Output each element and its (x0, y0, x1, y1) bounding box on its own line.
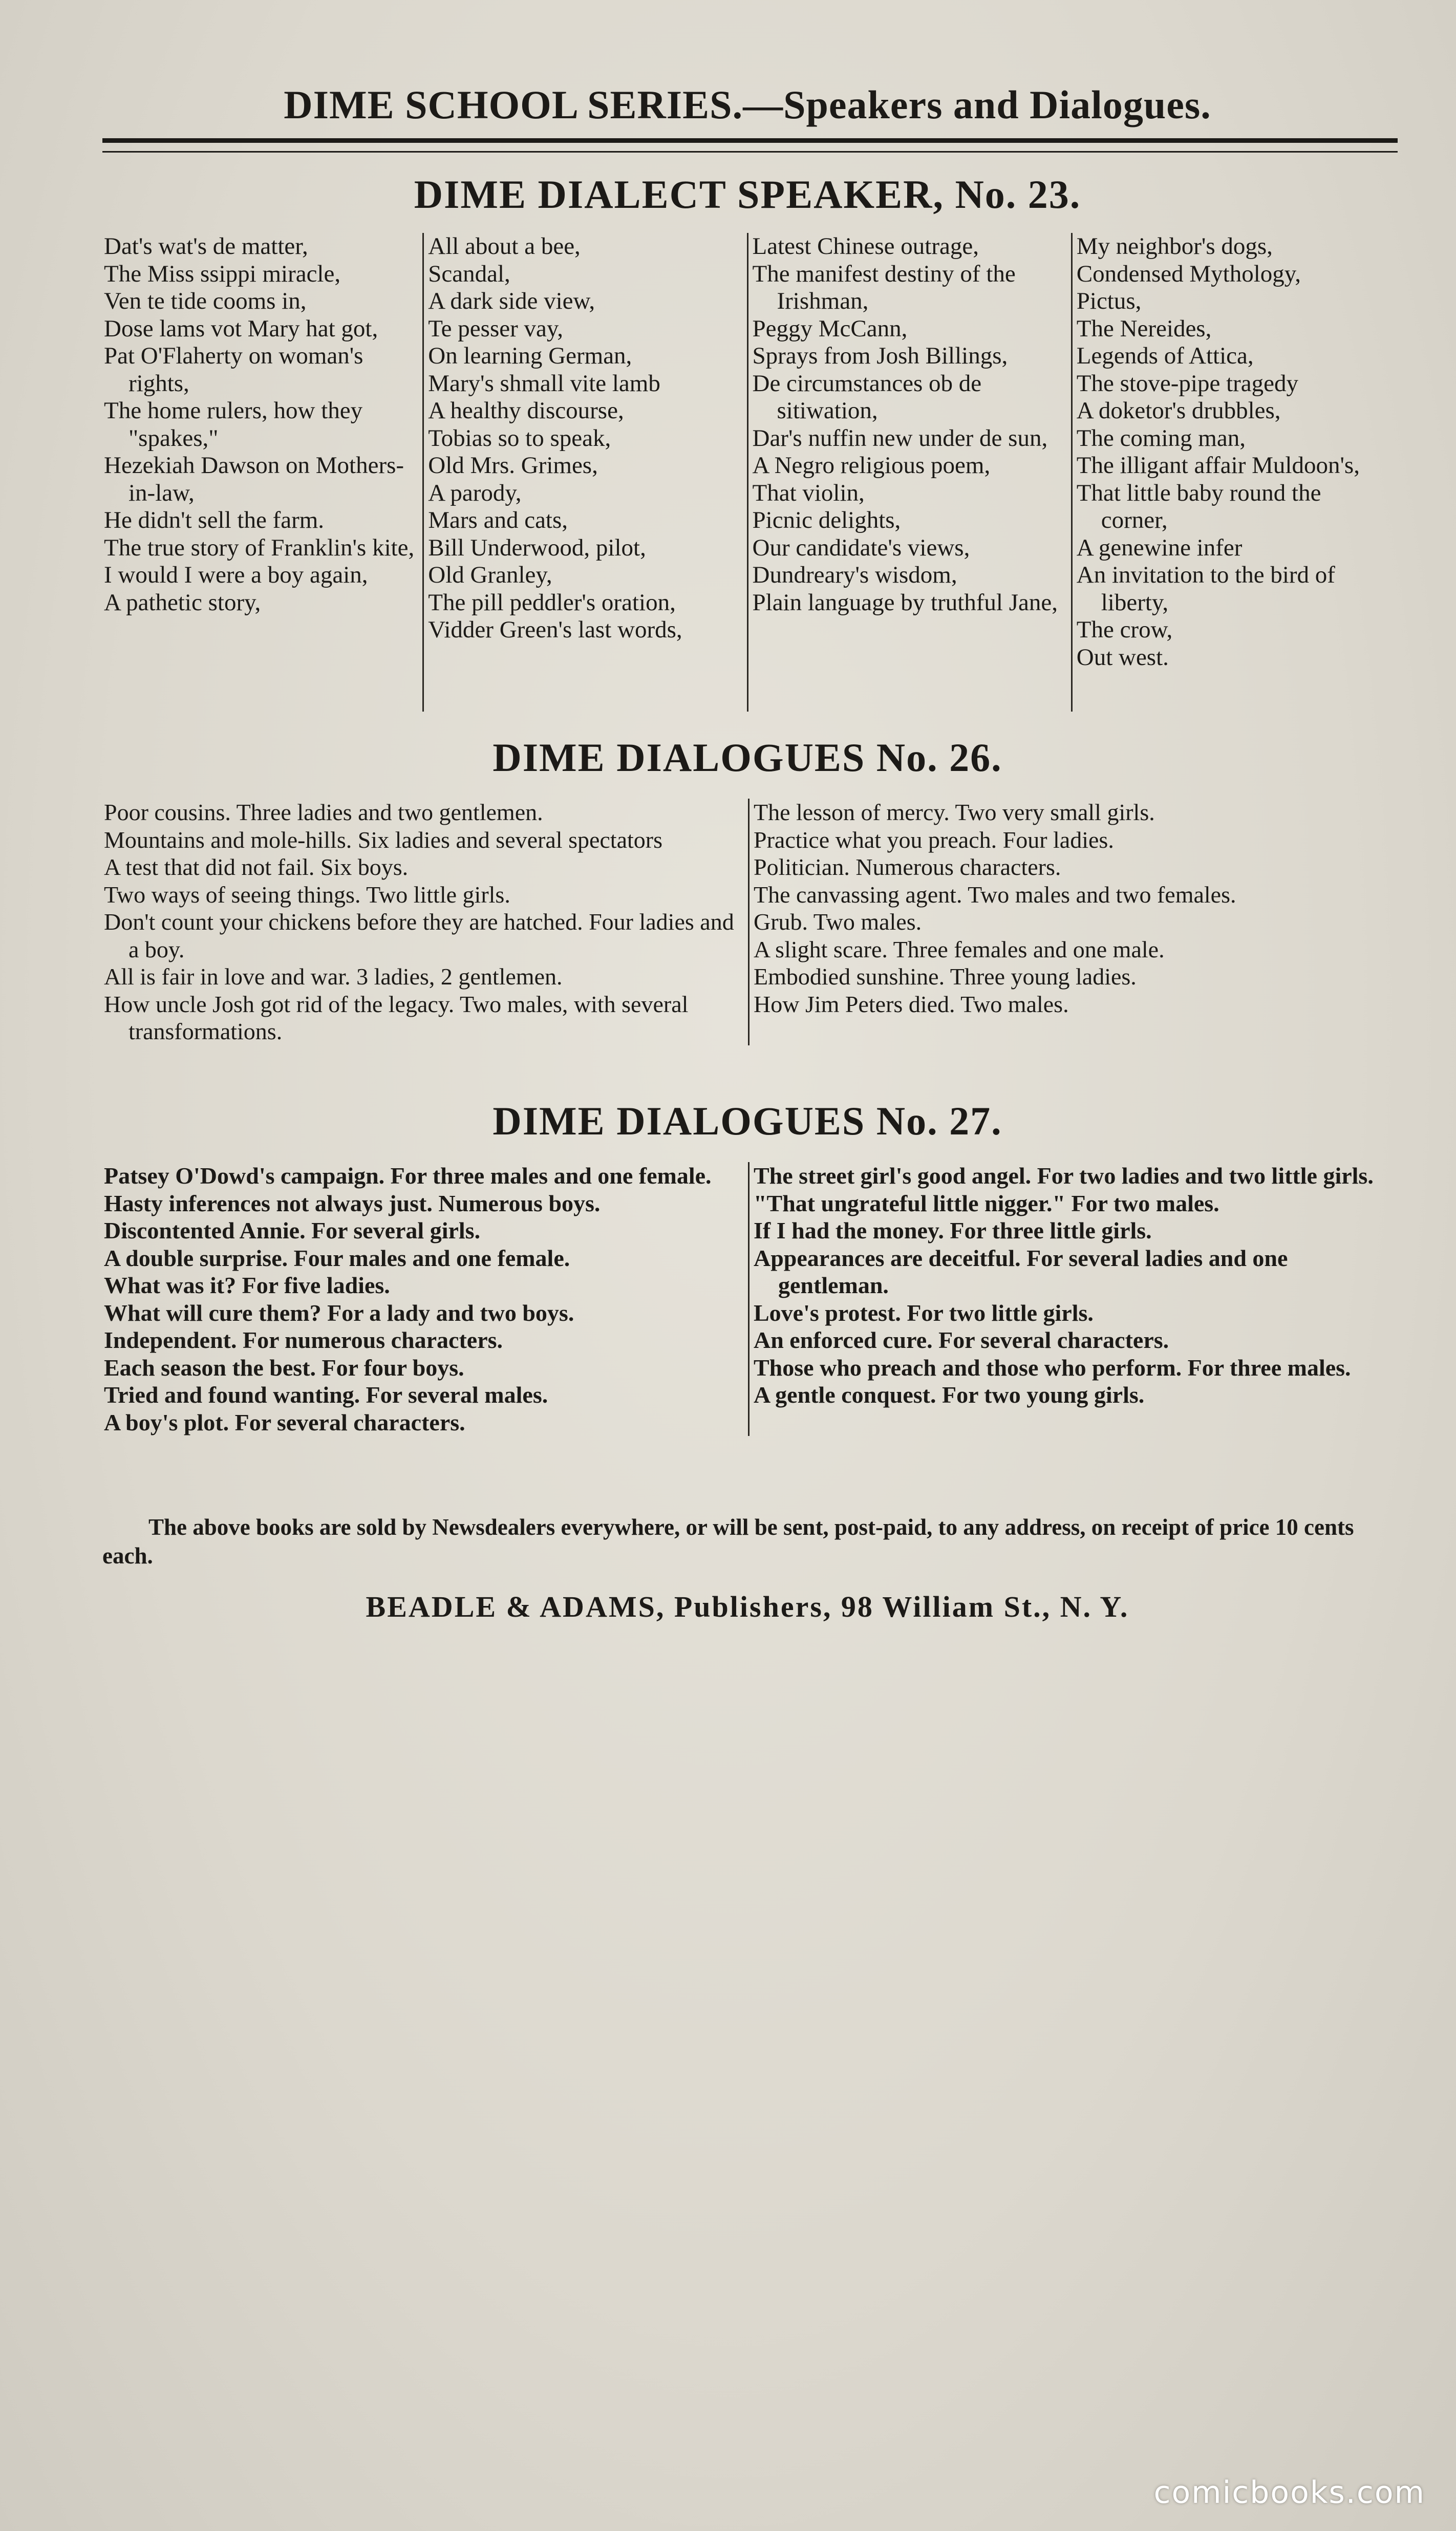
speaker-column (1071, 233, 1395, 712)
speaker-entry: The home rulers, how they "spakes," (104, 397, 363, 452)
dialogue-entry: A double surprise. Four males and one female. (104, 1245, 570, 1271)
dialogue-entry: A gentle conquest. For two young girls. (754, 1382, 1145, 1408)
speaker-entry: Condensed Mythology, (1076, 260, 1301, 287)
dialogue-entry: All is fair in love and war. 3 ladies, 2 gentlemen. (104, 963, 563, 990)
speaker-entry: A healthy discourse, (428, 397, 624, 424)
speaker-contents (100, 233, 1395, 712)
dialogue-entry: Hasty inferences not always just. Numerous boys. (104, 1190, 601, 1216)
dialogue-entry: Discontented Annie. For several girls. (104, 1217, 481, 1243)
speaker-entry: Dose lams vot Mary hat got, (104, 315, 378, 342)
speaker-entry: Vidder Green's last words, (428, 616, 682, 643)
speaker-entry: All about a bee, (428, 233, 581, 260)
speaker-entry: On learning German, (428, 342, 632, 369)
dialogue-entry: Tried and found wanting. For several males. (104, 1382, 548, 1408)
speaker-entry: The coming man, (1076, 424, 1246, 452)
speaker-entry: Hezekiah Dawson on Mothers-in-law, (104, 452, 404, 506)
dialogues26-right (748, 799, 1398, 1045)
dialogue-entry: Each season the best. For four boys. (104, 1354, 464, 1381)
speaker-entry: A dark side view, (428, 288, 595, 314)
speaker-entry: Mars and cats, (428, 507, 568, 533)
running-head: DIME SCHOOL SERIES.—Speakers and Dialogues. (284, 82, 1211, 127)
speaker-entry: A genewine infer (1076, 534, 1243, 561)
speaker-entry: He didn't sell the farm. (104, 507, 325, 533)
speaker-entry: The stove-pipe tragedy (1076, 370, 1299, 397)
dialogue-entry: Grub. Two males. (754, 909, 922, 935)
speaker-entry: An invitation to the bird of liberty, (1076, 562, 1335, 616)
dialogues26-left (100, 799, 748, 1045)
speaker-entry: Old Mrs. Grimes, (428, 452, 598, 479)
speaker-entry: Mary's shmall vite lamb (428, 370, 660, 397)
speaker-entry: Picnic delights, (752, 507, 901, 533)
speaker-entry: Sprays from Josh Billings, (752, 342, 1008, 369)
speaker-entry: Plain language by truthful Jane, (752, 589, 1058, 616)
speaker-entry: Bill Underwood, pilot, (428, 534, 646, 561)
watermark-logo: comicbooks.com (1153, 2475, 1425, 2511)
speaker-entry: Latest Chinese outrage, (752, 233, 979, 260)
speaker-entry: That violin, (752, 479, 865, 506)
speaker-entry: Dar's nuffin new under de sun, (752, 424, 1048, 452)
dialogue-entry: What was it? For five ladies. (104, 1272, 390, 1298)
speaker-entry: The true story of Franklin's kite, (104, 534, 415, 561)
speaker-entry: Ven te tide cooms in, (104, 288, 307, 314)
speaker-column (747, 233, 1071, 712)
speaker-entry: The pill peddler's oration, (428, 589, 676, 616)
dialogue-entry: Politician. Numerous characters. (754, 854, 1061, 880)
dialogue-entry: Patsey O'Dowd's campaign. For three males and one female. (104, 1163, 712, 1189)
speaker-entry: A doketor's drubbles, (1076, 397, 1281, 424)
speaker-entry: The Miss ssippi miracle, (104, 260, 341, 287)
double-rule (102, 138, 1398, 153)
dialogue-entry: A boy's plot. For several characters. (104, 1409, 465, 1435)
notice: The above books are sold by Newsdealers everywhere, or will be sent, post-paid, to any address, on receipt of price 10 cents each. (102, 1514, 1354, 1569)
dialogue-entry: Mountains and mole-hills. Six ladies and several spectators (104, 826, 662, 853)
speaker-column (422, 233, 746, 712)
dialogue-entry: Embodied sunshine. Three young ladies. (754, 963, 1137, 990)
dialogue-entry: How Jim Peters died. Two males. (754, 991, 1069, 1017)
dialogue-entry: What will cure them? For a lady and two boys. (104, 1299, 574, 1326)
speaker-entry: I would I were a boy again, (104, 562, 368, 588)
dialogue-entry: If I had the money. For three little girls. (754, 1217, 1152, 1243)
dialogue-entry: The lesson of mercy. Two very small girls. (754, 799, 1155, 825)
speaker-entry: The Nereides, (1076, 315, 1212, 342)
speaker-entry: De circumstances ob de sitiwation, (752, 370, 982, 424)
dialogue-entry: Practice what you preach. Four ladies. (754, 826, 1114, 853)
dialogues26-contents (100, 799, 1398, 1045)
speaker-entry: Old Granley, (428, 562, 552, 588)
speaker-entry: The crow, (1076, 616, 1173, 643)
dialogue-entry: Appearances are deceitful. For several ladies and one gentleman. (754, 1245, 1288, 1298)
dialogues26-title: DIME DIALOGUES No. 26. (493, 735, 1002, 780)
speaker-entry: Our candidate's views, (752, 534, 970, 561)
speaker-entry: A pathetic story, (104, 589, 261, 616)
dialogue-entry: "That ungrateful little nigger." For two males. (754, 1190, 1219, 1216)
speaker-entry: The illigant affair Muldoon's, (1076, 452, 1360, 479)
speaker-entry: Pat O'Flaherty on woman's rights, (104, 342, 363, 397)
speaker-entry: That little baby round the corner, (1076, 479, 1321, 533)
dialogue-entry: A test that did not fail. Six boys. (104, 854, 409, 880)
speaker-entry: Tobias so to speak, (428, 424, 611, 452)
speaker-title: DIME DIALECT SPEAKER, No. 23. (414, 172, 1081, 217)
speaker-entry: Te pesser vay, (428, 315, 564, 342)
speaker-entry: Peggy McCann, (752, 315, 908, 342)
dialogue-entry: The canvassing agent. Two males and two females. (754, 881, 1236, 908)
dialogue-entry: A slight scare. Three females and one male. (754, 936, 1165, 962)
speaker-entry: My neighbor's dogs, (1076, 233, 1273, 260)
dialogue-entry: Independent. For numerous characters. (104, 1327, 503, 1353)
speaker-entry: A Negro religious poem, (752, 452, 991, 479)
dialogues27-right (748, 1162, 1398, 1436)
dialogues27-title: DIME DIALOGUES No. 27. (493, 1099, 1002, 1143)
speaker-entry: Scandal, (428, 260, 510, 287)
speaker-entry: Pictus, (1076, 288, 1142, 314)
dialogue-entry: Don't count your chickens before they are hatched. Four ladies and a boy. (104, 909, 734, 962)
speaker-entry: Dat's wat's de matter, (104, 233, 308, 260)
speaker-entry: The manifest destiny of the Irishman, (752, 260, 1016, 314)
dialogue-entry: Love's protest. For two little girls. (754, 1299, 1094, 1326)
dialogue-entry: Poor cousins. Three ladies and two gentlemen. (104, 799, 543, 825)
speaker-entry: A parody, (428, 479, 522, 506)
dialogue-entry: Two ways of seeing things. Two little girls. (104, 881, 510, 908)
dialogue-entry: How uncle Josh got rid of the legacy. Two males, with several transformations. (104, 991, 689, 1044)
speaker-entry: Out west. (1076, 644, 1169, 671)
speaker-entry: Dundreary's wisdom, (752, 562, 957, 588)
dialogue-entry: An enforced cure. For several characters. (754, 1327, 1169, 1353)
dialogue-entry: Those who preach and those who perform. For three males. (754, 1354, 1351, 1381)
speaker-entry: Legends of Attica, (1076, 342, 1254, 369)
dialogues27-left (100, 1162, 748, 1436)
publisher-imprint: BEADLE & ADAMS, Publishers, 98 William St., N. Y. (366, 1590, 1129, 1623)
speaker-column (100, 233, 422, 712)
dialogue-entry: The street girl's good angel. For two ladies and two little girls. (754, 1163, 1374, 1189)
dialogues27-contents (100, 1162, 1398, 1436)
